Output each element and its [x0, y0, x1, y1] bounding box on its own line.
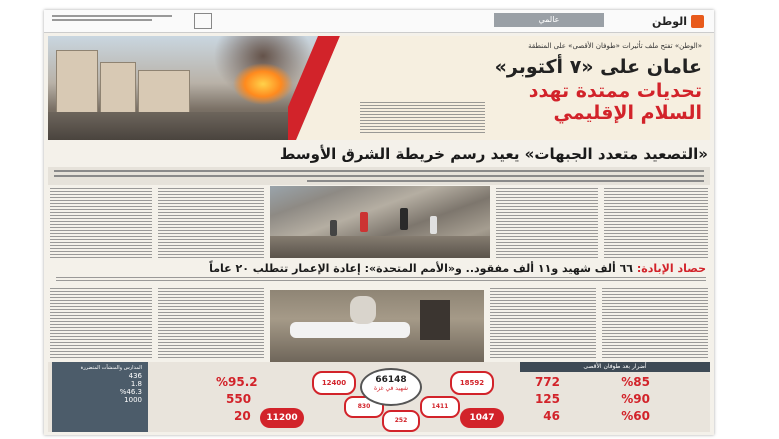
banner-headline-2: تحديات ممتدة تهدد [528, 80, 702, 102]
rubble-photo [270, 186, 490, 258]
banner-kicker: «الوطن» تفتح ملف تأثيرات «طوفان الأقصى» على المنطقة [528, 42, 702, 50]
stat-value: 20 [234, 409, 251, 423]
rubble [270, 236, 490, 258]
logo-mark-icon [691, 15, 704, 28]
bullet-line [54, 175, 704, 177]
banner-intro-text [360, 102, 485, 134]
stat-percent: %85 [621, 375, 650, 389]
stat-circle: 252 [382, 410, 420, 432]
stat-circle: 11200 [260, 408, 304, 428]
section-tab: عالمي [494, 13, 604, 27]
stat-circle: 1047 [460, 408, 504, 428]
text-column [602, 288, 708, 360]
person-figure [420, 300, 450, 340]
logo-text: الوطن [651, 14, 687, 28]
banner-headline-1: عامان على «٧ أكتوبر» [494, 56, 702, 78]
center-stat-value: 66148 [375, 375, 407, 385]
left-box-title: المدارس والمنشآت المتضررة [80, 365, 142, 371]
text-column [496, 188, 598, 258]
sub-headline-rest: ٦٦ ألف شهيد و١١ ألف مفقود.. و«الأمم المتحدة»: إعادة الإعمار تتطلب ٢٠ عاماً [209, 262, 634, 275]
bullet-summary [48, 167, 710, 185]
text-column [50, 188, 152, 258]
banner-headline-3: السلام الإقليمي [553, 102, 702, 124]
left-box-value: %46.3 [119, 388, 142, 396]
stat-value: %95.2 [216, 375, 258, 389]
page-number [194, 13, 212, 29]
text-column [50, 288, 152, 360]
sub-headline [209, 262, 706, 275]
stat-circle: 12400 [312, 371, 356, 395]
text-column [158, 188, 264, 258]
left-box-value: 436 [128, 372, 142, 380]
person-figure [400, 208, 408, 230]
bullet-line [307, 180, 704, 182]
person-figure [430, 216, 437, 234]
stat-circle: 830 [344, 396, 384, 418]
top-banner [48, 36, 710, 140]
main-headline: «التصعيد متعدد الجبهات» يعيد رسم خريطة الشرق الأوسط [279, 145, 708, 163]
mourners-photo [270, 290, 484, 362]
person-figure [360, 212, 368, 232]
person-figure [330, 220, 337, 236]
text-column [490, 288, 596, 360]
stat-value: 125 [534, 392, 560, 406]
stat-value: 46 [543, 409, 560, 423]
building [138, 70, 190, 114]
left-box-value: 1.8 [130, 380, 142, 388]
stat-percent: %60 [621, 409, 650, 423]
infographic-title: أضرار بعد طوفان الأقصى [520, 362, 710, 372]
logo [652, 13, 704, 29]
newspaper-page [44, 10, 714, 435]
left-box-value: 1000 [124, 396, 142, 404]
masthead [44, 10, 714, 33]
stat-circle: 18592 [450, 371, 494, 395]
red-slash-graphic [288, 36, 358, 140]
stat-circle: 1411 [420, 396, 460, 418]
infographic [48, 362, 710, 432]
stat-percent: %90 [621, 392, 650, 406]
date-line [52, 14, 192, 23]
building [56, 50, 98, 114]
building [100, 62, 136, 114]
center-stat-label: شهيد في غزة [373, 385, 409, 392]
left-stats-box [52, 362, 148, 432]
center-stat [360, 368, 422, 406]
text-column [158, 288, 264, 360]
sub-headline-red: حصاد الإبادة: [636, 262, 706, 275]
shrouded-body [290, 322, 410, 338]
stat-value: 550 [226, 392, 252, 406]
bullet-line [54, 170, 704, 172]
stat-value: 772 [534, 375, 560, 389]
text-column [604, 188, 708, 258]
sub-headline-summary [56, 277, 706, 283]
person-figure [350, 296, 376, 324]
